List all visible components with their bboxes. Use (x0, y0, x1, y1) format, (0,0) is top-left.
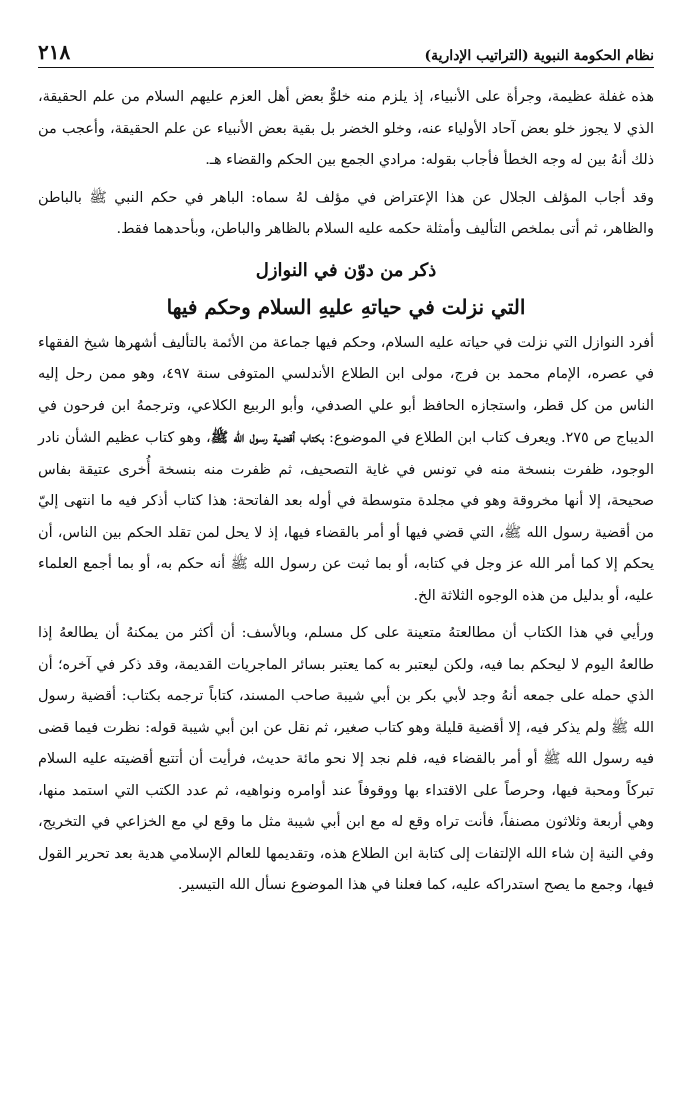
paragraph-3-text-b: ، وهو كتاب عظيم الشأن نادر الوجود، ظفرت بنسخة منه في تونس في غاية التصحيف، ثم ظفرت منه بنسخة أُخرى عتيقة بفاس صحيحة، إلا أنها مخروقة وهو في مجلدة متوسطة في أوله بعد الفاتحة: هذا كتاب أذكر فيه ما انتهى إليّ من أقضية رسول الله ﷺ، التي قضي فيها أو أمر بالقضاء فيها، إذ لا يحل لمن تقلد الحكم بين الناس، أن يحكم إلا كما أمر الله عز وجل في كتابه، أو بما ثبت عن رسول الله ﷺ أنه حكم به، أو بما أجمع العلماء عليه، أو بدليل من هذه الوجوه الثلاثة الخ. (38, 430, 654, 604)
section-heading-line-2: التي نزلت في حياتهِ عليهِ السلام وحكم فيها (166, 294, 526, 319)
paragraph-3-text-a: أفرد النوازل التي نزلت في حياته عليه السلام، وحكم فيها جماعة من الأئمة بالتأليف أشهرها شيخ الفقهاء في عصره، الإمام محمد بن فرج، مولى ابن الطلاع الأندلسي المتوفى سنة ٤٩٧، وهو ممن رحل إليه الناس من كل قطر، واستجازه الحافظ أبو علي الصدفي، وأبو الربيع الكلاعي، وترجمهُ ابن فرحون في الديباج ص ٢٧٥. ويعرف كتاب ابن الطلاع في الموضوع: (38, 334, 654, 446)
paragraph-3 (38, 328, 654, 613)
paragraph-1: هذه غفلة عظيمة، وجرأة على الأنبياء، إذ يلزم منه خلوٌّ بعض أهل العزم عليهم السلام من علم الحقيقة، الذي لا يجوز خلو بعض آحاد الأولياء عنه، وخلو الخضر بل بقية بعض الأنبياء عن علم الحقيقة، وأعجب من ذلك أنهُ بين له وجه الخطأ فأجاب بقوله: مرادي الجمع بين الحكم والقضاء هـ. (38, 89, 654, 168)
page-number: ٢١٨ (38, 40, 71, 64)
paragraph-4: ورأيي في هذا الكتاب أن مطالعتهُ متعينة على كل مسلم، وبالأسف: أن أكثر من يمكنهُ أن يطالعهُ إذا طالعهُ اليوم لا ليحكم بما فيه، ولكن ليعتبر به كما يعتبر بسائر الماجريات القديمة، وقد ذكر في آخره؛ أن الذي حمله على جمعه أنهُ وجد لأبي بكر بن أبي شيبة صاحب المسند، كتاباً ترجمه بكتاب: أقضية رسول الله ﷺ ولم يذكر فيه، إلا أقضية قليلة وهو كتاب صغير، ثم نقل عن ابن أبي شيبة قوله: نظرت فيما قضى فيه رسول الله ﷺ أو أمر بالقضاء فيه، فلم نجد إلا نحو مائة حديث، فرأيت أن أتتبع أقضيته عليه السلام تبركاً ومحبة فيها، وحرصاً على الاقتداء بها ووقوفاً عند أوامره ونواهيه، ثم عدد الكتب التي استمد منها، وهي أربعة وثلاثون مصنفاً، فأنت تراه وقع له مع ابن أبي شيبة مثل ما وقع لي مع الخزاعي في التخريج، وفي النية إن شاء الله الإلتفات إلى كتابة ابن الطلاع هذه، وتقديمها للعالم الإسلامي هدية بعد تحرير القول فيها، وجمع ما يصح استدراكه عليه، كما فعلنا في هذا الموضوع نسأل الله التيسير. (38, 625, 654, 893)
page-header (38, 38, 654, 68)
book-title-bold: بكتاب أقضية رسول الله ﷺ (210, 429, 325, 446)
running-title: نظام الحكومة النبوية (التراتيب الإدارية) (424, 48, 654, 64)
paragraph-2: وقد أجاب المؤلف الجلال عن هذا الإعتراض في مؤلف لهُ سماه: الباهر في حكم النبي ﷺ بالباطن والظاهر، ثم أتى بملخص التأليف وأمثلة حكمه عليه السلام بالظاهر والباطن، وبأحدهما فقط. (38, 189, 654, 237)
section-heading-line-1: ذكر من دوّن في النوازل (255, 259, 437, 281)
